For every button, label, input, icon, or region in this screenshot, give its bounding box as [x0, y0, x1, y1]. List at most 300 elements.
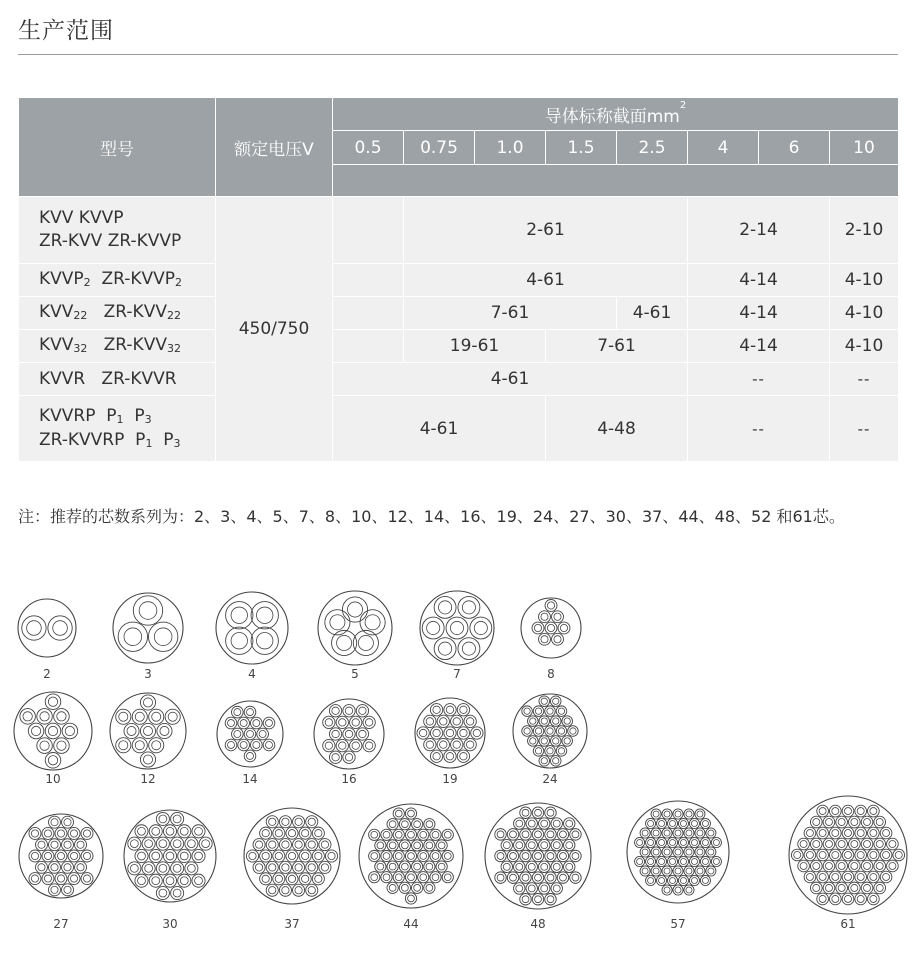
- range-cell: 4-61: [333, 363, 688, 396]
- core-conductor: [697, 830, 703, 836]
- core-conductor: [339, 719, 346, 726]
- core-conductor: [77, 864, 84, 871]
- core-insulation: [133, 596, 162, 625]
- cable-5-cores: [318, 591, 392, 681]
- core-insulation: [54, 738, 70, 754]
- core-conductor: [275, 875, 282, 882]
- core-insulation: [662, 866, 672, 876]
- core-insulation: [156, 837, 169, 850]
- core-conductor: [426, 718, 433, 725]
- core-count-label: 57: [670, 917, 686, 931]
- core-conductor: [180, 827, 188, 835]
- core-conductor: [876, 841, 883, 848]
- core-conductor: [282, 841, 289, 848]
- core-conductor: [800, 841, 807, 848]
- core-conductor: [686, 849, 692, 855]
- core-insulation: [418, 850, 429, 861]
- core-conductor: [876, 819, 883, 826]
- core-conductor: [389, 863, 396, 870]
- core-insulation: [507, 850, 518, 861]
- core-conductor: [844, 830, 851, 837]
- core-insulation: [570, 829, 581, 840]
- core-insulation: [260, 873, 272, 885]
- core-insulation: [49, 861, 61, 873]
- core-insulation: [810, 838, 822, 850]
- core-conductor: [876, 862, 883, 869]
- core-insulation: [804, 849, 816, 861]
- core-conductor: [806, 851, 813, 858]
- core-conductor: [702, 820, 708, 826]
- core-insulation: [810, 882, 822, 894]
- core-conductor: [462, 642, 475, 655]
- core-insulation: [646, 856, 656, 866]
- core-insulation: [868, 827, 880, 839]
- core-conductor: [330, 615, 345, 630]
- core-insulation: [424, 861, 435, 872]
- model-name: ZR-KVV: [103, 335, 167, 355]
- core-insulation: [842, 827, 854, 839]
- core-insulation: [149, 738, 164, 753]
- cable-3-cores: [113, 593, 183, 681]
- core-conductor: [275, 830, 282, 837]
- core-conductor: [883, 851, 890, 858]
- core-conductor: [135, 741, 144, 750]
- core-insulation: [849, 882, 861, 894]
- core-conductor: [51, 819, 58, 826]
- core-conductor: [497, 831, 504, 838]
- core-conductor: [659, 839, 665, 845]
- core-insulation: [689, 837, 699, 847]
- core-conductor: [53, 621, 68, 636]
- core-conductor: [57, 875, 64, 882]
- core-conductor: [844, 873, 851, 880]
- core-conductor: [851, 862, 858, 869]
- header-section-label: 导体标称截面mm: [544, 106, 680, 127]
- core-conductor: [857, 808, 864, 815]
- core-insulation: [62, 884, 74, 896]
- core-count-label: 8: [547, 667, 555, 681]
- core-insulation: [539, 696, 550, 707]
- cable-sheath: [216, 592, 288, 664]
- core-conductor: [262, 830, 269, 837]
- core-conductor: [143, 726, 152, 735]
- core-conductor: [444, 831, 451, 838]
- core-insulation: [42, 873, 54, 885]
- core-insulation: [343, 705, 355, 717]
- size-col: 2.5: [617, 131, 688, 165]
- core-insulation: [116, 738, 131, 753]
- core-conductor: [143, 755, 152, 764]
- core-conductor: [669, 820, 675, 826]
- core-insulation: [81, 827, 93, 839]
- core-conductor: [48, 756, 57, 765]
- core-conductor: [560, 624, 567, 631]
- core-insulation: [417, 727, 429, 739]
- core-insulation: [804, 827, 816, 839]
- core-conductor: [365, 719, 372, 726]
- core-conductor: [152, 827, 160, 835]
- core-conductor: [269, 887, 276, 894]
- core-insulation: [434, 596, 456, 618]
- core-conductor: [553, 885, 560, 892]
- core-conductor: [31, 852, 38, 859]
- core-insulation: [855, 805, 867, 817]
- core-insulation: [132, 709, 147, 724]
- core-insulation: [695, 866, 705, 876]
- core-insulation: [570, 872, 581, 883]
- core-conductor: [371, 874, 378, 881]
- core-conductor: [553, 738, 559, 744]
- core-conductor: [23, 712, 32, 721]
- core-conductor: [813, 841, 820, 848]
- core-insulation: [526, 818, 537, 829]
- range-cell: 4-10: [830, 330, 899, 363]
- core-insulation: [132, 738, 147, 753]
- core-insulation: [178, 825, 191, 838]
- core-conductor: [389, 884, 396, 891]
- core-conductor: [553, 842, 560, 849]
- core-conductor: [83, 875, 90, 882]
- core-insulation: [430, 872, 441, 883]
- core-insulation: [829, 871, 841, 883]
- core-conductor: [44, 852, 51, 859]
- core-insulation: [842, 805, 854, 817]
- core-conductor: [572, 853, 579, 860]
- core-conductor: [547, 728, 553, 734]
- core-count-label: 16: [341, 772, 357, 786]
- core-insulation: [539, 736, 550, 747]
- core-conductor: [806, 873, 813, 880]
- core-insulation: [657, 875, 667, 885]
- core-conductor: [547, 708, 553, 714]
- core-insulation: [45, 752, 61, 768]
- size-col: 10: [830, 131, 899, 165]
- core-conductor: [889, 841, 896, 848]
- core-conductor: [321, 864, 328, 871]
- core-insulation: [470, 617, 492, 639]
- core-insulation: [520, 829, 531, 840]
- core-conductor: [541, 718, 547, 724]
- core-conductor: [553, 863, 560, 870]
- core-insulation: [81, 873, 93, 885]
- core-insulation: [343, 728, 355, 740]
- core-insulation: [514, 839, 525, 850]
- model-cell: KVVR ZR-KVVR: [19, 363, 216, 396]
- core-insulation: [457, 704, 469, 716]
- core-conductor: [864, 884, 871, 891]
- core-conductor: [535, 708, 541, 714]
- core-conductor: [173, 840, 181, 848]
- core-conductor: [466, 741, 473, 748]
- model-sub: 22: [73, 309, 88, 322]
- core-insulation: [823, 838, 835, 850]
- core-conductor: [31, 726, 40, 735]
- core-insulation: [836, 860, 848, 872]
- core-insulation: [539, 756, 550, 767]
- core-conductor: [686, 811, 692, 817]
- core-conductor: [516, 820, 523, 827]
- core-insulation: [507, 829, 518, 840]
- core-insulation: [651, 828, 661, 838]
- core-insulation: [849, 838, 861, 850]
- core-insulation: [545, 622, 557, 634]
- core-conductor: [524, 708, 530, 714]
- core-insulation: [646, 818, 656, 828]
- core-insulation: [849, 860, 861, 872]
- core-conductor: [332, 707, 339, 714]
- header-voltage: 额定电压V: [216, 98, 333, 197]
- core-conductor: [408, 874, 415, 881]
- core-conductor: [553, 820, 560, 827]
- model-sub: 32: [73, 342, 88, 355]
- core-conductor: [308, 841, 315, 848]
- core-conductor: [637, 858, 643, 864]
- core-conductor: [57, 741, 66, 750]
- core-insulation: [550, 716, 561, 727]
- core-conductor: [541, 842, 548, 849]
- core-insulation: [444, 727, 456, 739]
- core-conductor: [347, 602, 362, 617]
- core-conductor: [541, 863, 548, 870]
- core-conductor: [691, 820, 697, 826]
- core-conductor: [195, 827, 203, 835]
- core-count-label: 7: [453, 667, 461, 681]
- range-cell: --: [830, 363, 899, 396]
- core-conductor: [195, 877, 203, 885]
- core-insulation: [706, 866, 716, 876]
- core-conductor: [325, 719, 332, 726]
- core-insulation: [673, 847, 683, 857]
- core-insulation: [538, 839, 549, 850]
- core-conductor: [440, 741, 447, 748]
- core-insulation: [319, 861, 331, 873]
- core-insulation: [507, 872, 518, 883]
- production-range-table: [18, 97, 899, 462]
- core-insulation: [363, 716, 375, 728]
- core-conductor: [554, 613, 561, 620]
- core-insulation: [148, 622, 177, 651]
- core-insulation: [157, 723, 172, 738]
- core-insulation: [836, 838, 848, 850]
- core-insulation: [350, 739, 362, 751]
- core-conductor: [642, 849, 648, 855]
- core-conductor: [269, 841, 276, 848]
- core-conductor: [446, 706, 453, 713]
- core-conductor: [813, 884, 820, 891]
- core-conductor: [359, 730, 366, 737]
- core-conductor: [680, 839, 686, 845]
- core-conductor: [547, 853, 554, 860]
- size-col: 4: [688, 131, 759, 165]
- core-insulation: [55, 873, 67, 885]
- core-conductor: [453, 741, 460, 748]
- cable-16-cores: [314, 699, 384, 786]
- model-name: ZR-KVV: [103, 302, 167, 322]
- core-conductor: [438, 863, 445, 870]
- cable-14-cores: [217, 701, 283, 786]
- core-insulation: [563, 818, 574, 829]
- core-conductor: [64, 864, 71, 871]
- model-line: KVV KVVP: [39, 208, 124, 228]
- header-section: [333, 98, 899, 131]
- core-conductor: [395, 874, 402, 881]
- core-conductor: [675, 868, 681, 874]
- core-insulation: [684, 866, 694, 876]
- core-insulation: [29, 850, 41, 862]
- core-insulation: [312, 827, 324, 839]
- core-conductor: [202, 840, 210, 848]
- core-insulation: [550, 756, 561, 767]
- core-conductor: [247, 709, 254, 716]
- core-insulation: [520, 872, 531, 883]
- core-conductor: [166, 852, 174, 860]
- core-conductor: [359, 707, 366, 714]
- core-conductor: [522, 831, 529, 838]
- core-insulation: [149, 709, 164, 724]
- core-conductor: [70, 875, 77, 882]
- core-insulation: [651, 809, 661, 819]
- cable-sheath: [420, 591, 494, 665]
- core-insulation: [424, 715, 436, 727]
- core-conductor: [288, 830, 295, 837]
- core-insulation: [662, 809, 672, 819]
- core-insulation: [49, 884, 61, 896]
- core-conductor: [876, 884, 883, 891]
- core-conductor: [534, 624, 541, 631]
- core-conductor: [813, 862, 820, 869]
- core-insulation: [532, 829, 543, 840]
- core-insulation: [673, 828, 683, 838]
- core-conductor: [560, 831, 567, 838]
- core-conductor: [168, 712, 177, 721]
- core-insulation: [387, 861, 398, 872]
- core-conductor: [870, 808, 877, 815]
- core-insulation: [387, 840, 398, 851]
- core-insulation: [68, 827, 80, 839]
- core-conductor: [857, 873, 864, 880]
- core-conductor: [288, 852, 295, 859]
- core-insulation: [538, 861, 549, 872]
- core-conductor: [389, 821, 396, 828]
- core-conductor: [450, 621, 463, 634]
- core-conductor: [528, 863, 535, 870]
- core-insulation: [279, 816, 291, 828]
- core-insulation: [880, 871, 892, 883]
- core-insulation: [319, 839, 331, 851]
- model-line: [39, 429, 215, 453]
- core-insulation: [178, 874, 191, 887]
- table-row: [19, 264, 899, 297]
- core-conductor: [433, 753, 440, 760]
- core-conductor: [345, 754, 352, 761]
- core-insulation: [887, 860, 899, 872]
- core-insulation: [457, 727, 469, 739]
- cable-sheath: [415, 698, 485, 768]
- core-conductor: [510, 831, 517, 838]
- core-insulation: [266, 816, 278, 828]
- core-insulation: [545, 829, 556, 840]
- core-insulation: [29, 873, 41, 885]
- core-conductor: [541, 636, 548, 643]
- core-conductor: [240, 741, 247, 748]
- core-insulation: [667, 818, 677, 828]
- core-insulation: [635, 856, 645, 866]
- core-conductor: [547, 874, 554, 881]
- core-insulation: [350, 716, 362, 728]
- core-insulation: [381, 850, 392, 861]
- range-cell: 2-14: [688, 197, 830, 264]
- core-insulation: [251, 602, 278, 629]
- core-insulation: [700, 875, 710, 885]
- core-conductor: [365, 742, 372, 749]
- core-insulation: [829, 849, 841, 861]
- core-conductor: [497, 853, 504, 860]
- core-insulation: [657, 856, 667, 866]
- core-conductor: [675, 830, 681, 836]
- core-conductor: [321, 841, 328, 848]
- core-conductor: [675, 887, 681, 893]
- core-conductor: [510, 853, 517, 860]
- core-conductor: [195, 852, 203, 860]
- core-insulation: [442, 850, 453, 861]
- core-conductor: [889, 862, 896, 869]
- core-insulation: [444, 704, 456, 716]
- core-conductor: [648, 877, 654, 883]
- core-insulation: [533, 746, 544, 757]
- core-insulation: [329, 705, 341, 717]
- core-insulation: [323, 716, 335, 728]
- core-conductor: [564, 738, 570, 744]
- range-cell: 4-14: [688, 330, 830, 363]
- core-insulation: [514, 861, 525, 872]
- size-col: 6: [759, 131, 830, 165]
- core-conductor: [432, 831, 439, 838]
- core-conductor: [686, 868, 692, 874]
- core-conductor: [65, 726, 74, 735]
- core-insulation: [48, 616, 72, 640]
- core-insulation: [880, 849, 892, 861]
- core-conductor: [530, 718, 536, 724]
- core-conductor: [851, 819, 858, 826]
- core-conductor: [558, 728, 564, 734]
- core-conductor: [680, 858, 686, 864]
- core-insulation: [140, 723, 155, 738]
- core-insulation: [387, 819, 398, 830]
- core-conductor: [838, 819, 845, 826]
- core-insulation: [273, 873, 285, 885]
- core-conductor: [570, 728, 576, 734]
- core-conductor: [453, 718, 460, 725]
- core-insulation: [570, 850, 581, 861]
- core-insulation: [562, 736, 573, 747]
- core-conductor: [516, 885, 523, 892]
- core-conductor: [332, 730, 339, 737]
- core-conductor: [395, 810, 402, 817]
- core-conductor: [27, 621, 42, 636]
- core-conductor: [383, 874, 390, 881]
- header-model: 型号: [19, 98, 216, 197]
- core-insulation: [829, 827, 841, 839]
- core-insulation: [29, 827, 41, 839]
- core-insulation: [798, 860, 810, 872]
- core-conductor: [414, 842, 421, 849]
- core-insulation: [557, 850, 568, 861]
- core-insulation: [437, 738, 449, 750]
- core-insulation: [556, 706, 567, 717]
- core-conductor: [541, 885, 548, 892]
- core-conductor: [838, 884, 845, 891]
- range-cell: 2-61: [404, 197, 688, 264]
